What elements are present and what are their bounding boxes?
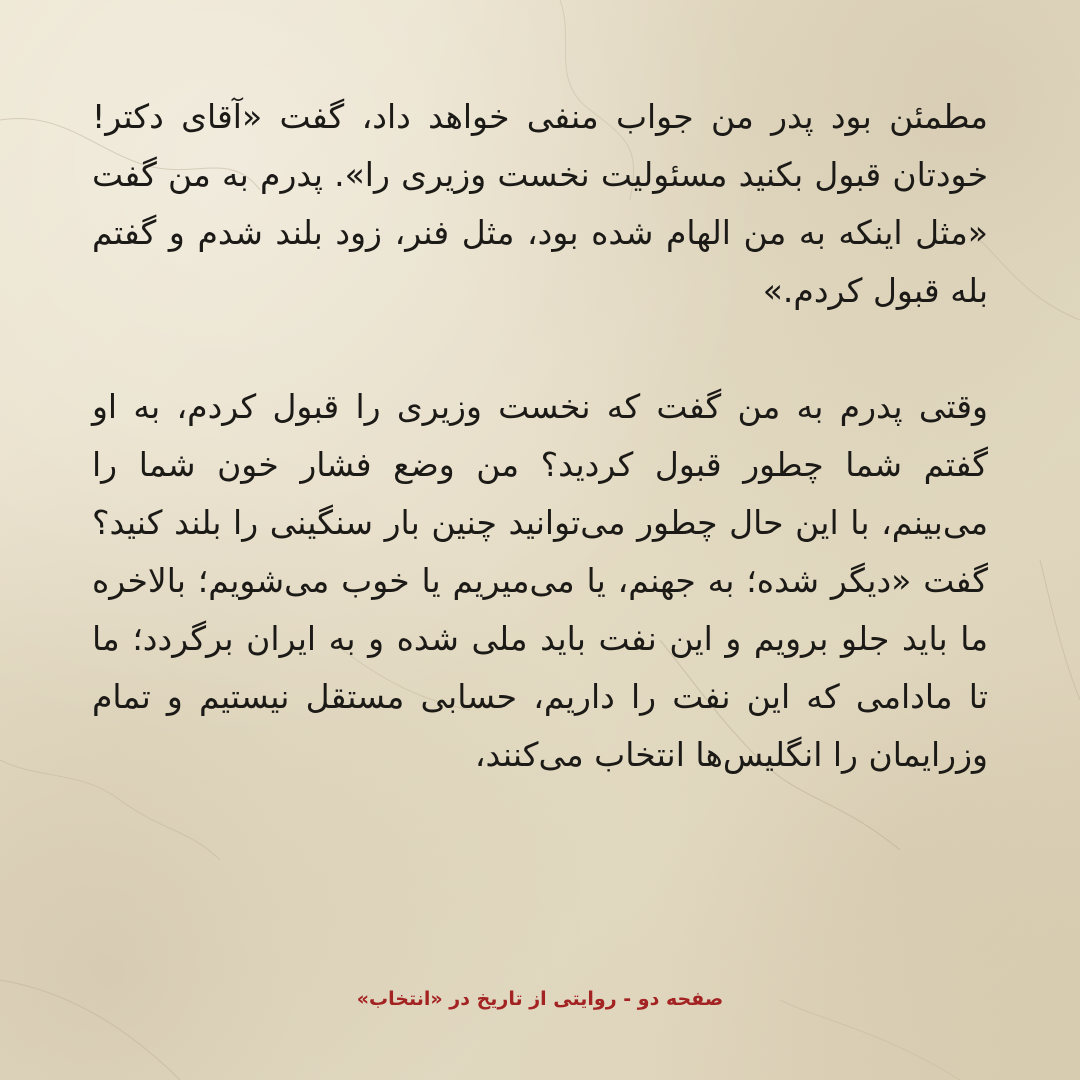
page-footer: صفحه دو - روایتی از تاریخ در «انتخاب» [356,988,724,1010]
text-page [92,88,988,988]
paragraph-1: مطمئن بود پدر من جواب منفی خواهد داد، گفت «آقای دکتر! خودتان قبول بکنید مسئولیت نخست وزیری را». پدرم به من گفت «مثل اینکه به من الهام شده بود، مثل فنر، زود بلند شدم و گفتم بله قبول کردم.» [92,97,988,310]
paragraph-2: وقتی پدرم به من گفت که نخست وزیری را قبول کردم، به او گفتم شما چطور قبول کردید؟ من وضع فشار خون شما را می‌بینم، با این حال چطور می‌توانید چنین بار سنگینی را بلند کنید؟ گفت «دیگر شده؛ به جهنم، یا می‌میریم یا خوب می‌شویم؛ بالاخره ما باید جلو برویم و این نفت باید ملی شده و به ایران برگردد؛ ما تا مادامی که این نفت را داریم، حسابی مستقل نیستیم و تمام وزرایمان را انگلیس‌ها انتخاب می‌کنند، [92,387,988,774]
